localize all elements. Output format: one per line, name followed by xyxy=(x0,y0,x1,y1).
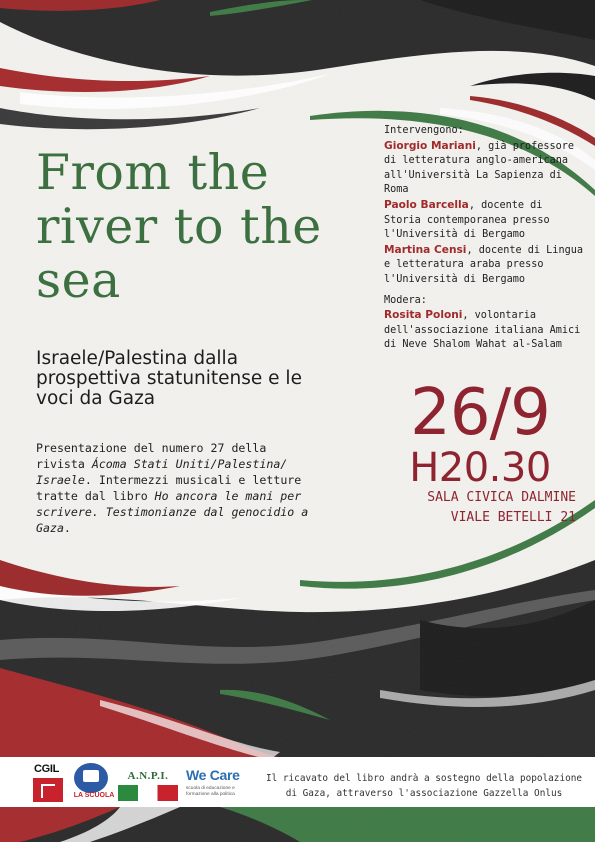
speaker-role: , docente di Lingua e letteratura araba presso l'Università di Bergamo xyxy=(384,244,583,285)
speaker-role: , già professore di letteratura anglo-americana all'Università La Sapienza di Roma xyxy=(384,140,575,196)
speakers-block xyxy=(384,124,584,353)
event-date: 26/9 xyxy=(410,376,550,450)
donation-note: Il ricavato del libro andrà a sostegno della popolazione di Gaza, attraverso l'associazione Gazzella Onlus xyxy=(265,773,583,799)
speaker-name: Giorgio Mariani xyxy=(384,139,476,152)
speaker-role: , docente di Storia contemporanea presso l'Università di Bergamo xyxy=(384,199,550,241)
speakers-heading: Intervengono: xyxy=(384,125,464,136)
cgil-logo xyxy=(33,764,73,802)
moderator-name: Rosita Poloni xyxy=(384,309,463,322)
moderator-heading: Modera: xyxy=(384,294,427,306)
intro-part-3: . xyxy=(63,521,71,535)
speaker-entry xyxy=(384,243,584,288)
la-scuola-logo-text: LA SCUOLA xyxy=(73,792,115,799)
moderator-role: , volontaria dell'associazione italiana Amici di Neve Shalom Wahat al-Salam xyxy=(384,310,581,351)
speaker-entry xyxy=(384,198,584,243)
we-care-logo-text: We Care xyxy=(186,767,240,783)
book-title: Ho ancora le mani per scrivere. Testimonianze dal genocidio a Gaza xyxy=(36,489,309,535)
intro-part-2: . Intermezzi musicali e letture tratte dal libro xyxy=(36,473,302,503)
moderator-entry xyxy=(384,308,584,353)
event-venue xyxy=(380,488,576,528)
journal-title: Ácoma Stati Uniti/Palestina/ Israele xyxy=(36,457,288,487)
speaker-name: Paolo Barcella xyxy=(384,198,469,211)
venue-line-1: SALA CIVICA DALMINE xyxy=(427,490,576,505)
event-subtitle: Israele/Palestina dalla prospettiva statunitense e le voci da Gaza xyxy=(36,348,302,409)
event-time: H20.30 xyxy=(409,445,551,491)
we-care-logo xyxy=(186,767,252,803)
cgil-logo-text: CGIL xyxy=(34,763,60,775)
anpi-logo-text: A.N.P.I. xyxy=(127,770,169,782)
presentation-text xyxy=(36,440,314,536)
we-care-logo-subtitle: scuola di educazione e formazione alla politica xyxy=(186,786,235,797)
event-title: From the river to the sea xyxy=(36,144,322,309)
anpi-logo xyxy=(116,770,180,803)
speaker-name: Martina Censi xyxy=(384,243,467,256)
venue-line-2: VIALE BETELLI 21 xyxy=(450,510,576,525)
la-scuola-logo xyxy=(72,763,115,803)
intro-part-1: Presentazione del numero 27 della rivista xyxy=(36,441,267,471)
speaker-entry xyxy=(384,139,584,198)
